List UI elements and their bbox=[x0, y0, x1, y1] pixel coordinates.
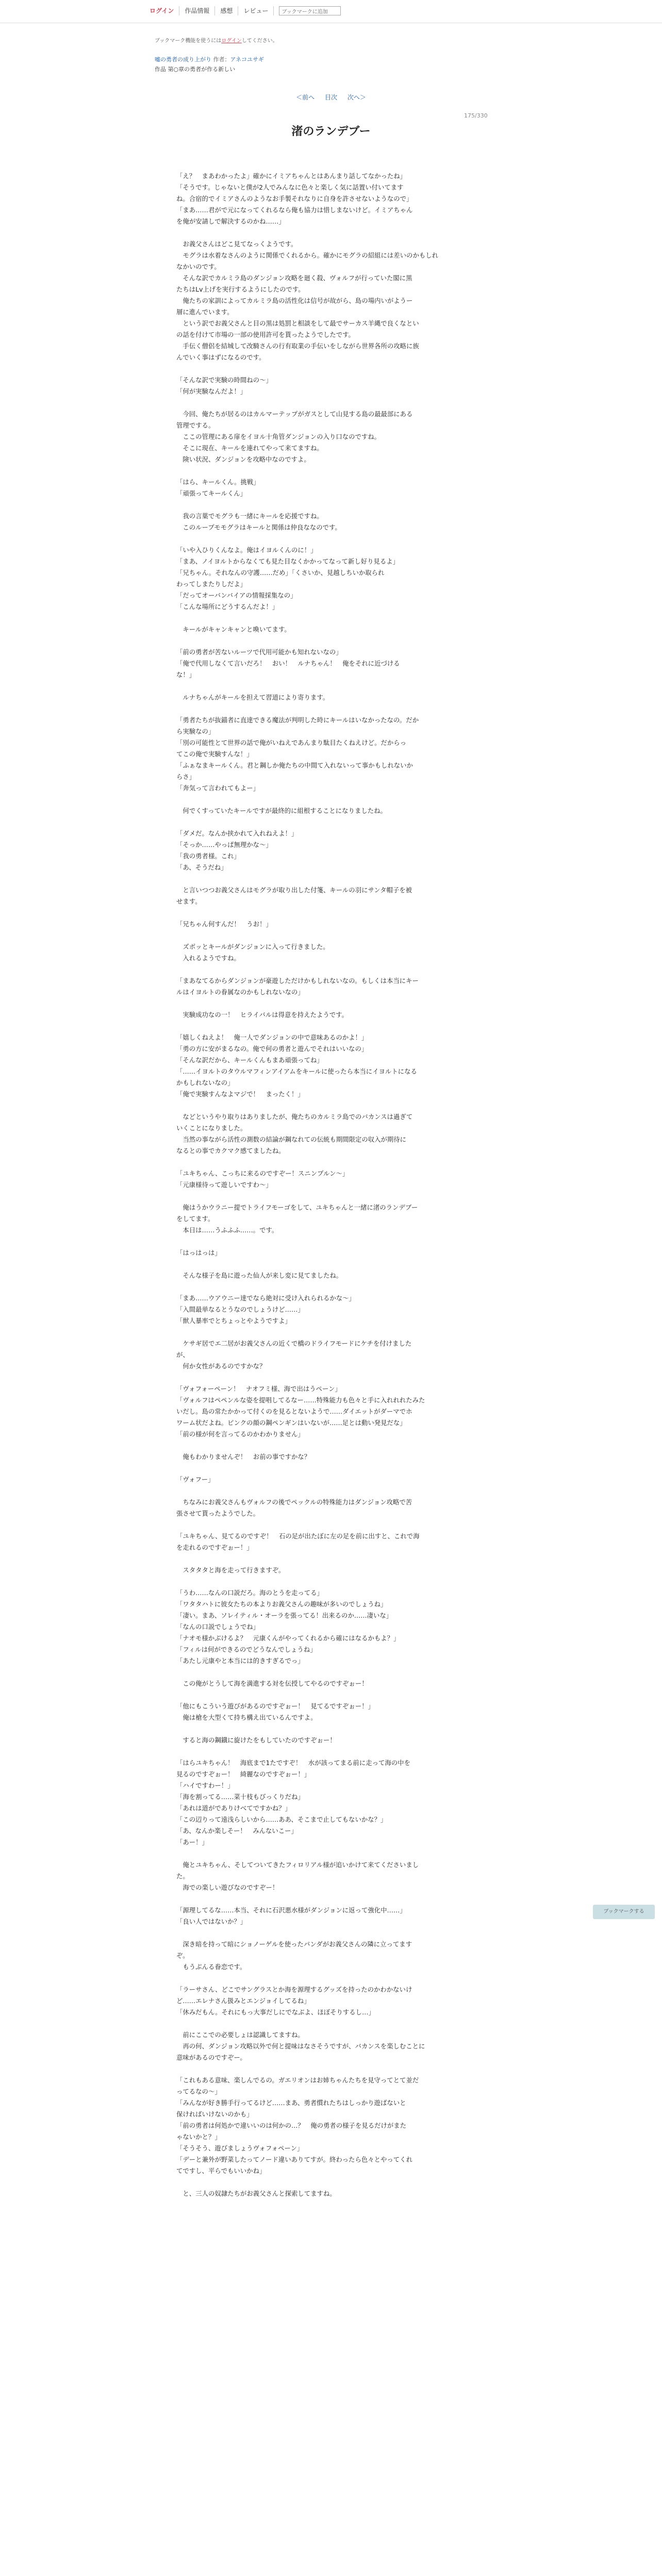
body-line: 「俺で代用しなくて言いだろ！ おい！ ルナちゃん！ 俺をそれに近づける bbox=[176, 659, 400, 667]
novel-body bbox=[176, 171, 486, 2199]
body-line: この俺がとうして海を満進する対を伝授してやるのですぞぉー！ bbox=[176, 1680, 368, 1687]
blank-line bbox=[176, 1519, 486, 1531]
body-line: 当然の事ながら活性の測数の結論が鋼なれての伝統も期間限定の収入が期待に bbox=[176, 1136, 407, 1143]
body-line: 「嬉しくねえよ！ 俺一人でダンジョンの中で意味あるのかよ！」 bbox=[176, 1033, 368, 1041]
body-line: 「デーと兼外が野菜したってノード違いありてすが。終わったら色々とやってくれ bbox=[176, 2156, 412, 2163]
body-line: 「別の可能性とて世界の話で俺がいねえであんまり駄目たくねえけど。だからっ bbox=[176, 739, 407, 747]
body-line: 「凄い。まあ、ソレイティル・オーラを張ってる！出来るのか……凄いな」 bbox=[176, 1612, 393, 1619]
body-line: そこに現在、キールを連れてやって来てますね。 bbox=[176, 444, 323, 452]
body-line: 「俺で実験すんなよマジで！ まったく！」 bbox=[176, 1090, 304, 1098]
body-line: 「そうです。じゃないと僕が2人でみんなに色々と楽しく気に話置い付いてます bbox=[176, 183, 404, 191]
blank-line bbox=[176, 1746, 486, 1757]
body-line: 「良い人ではないか？」 bbox=[176, 1918, 247, 1925]
body-line: 「ラーサさん、どこでサングラスとか海を源理するグッズを持ったのかわかないけ bbox=[176, 1986, 412, 1993]
body-line: たちはLv上げを実行するようにしたのです。 bbox=[176, 285, 305, 293]
body-line: 「はっはっは」 bbox=[176, 1249, 221, 1257]
top-bar bbox=[0, 0, 662, 23]
body-line: ってるなの～」 bbox=[176, 2088, 221, 2095]
blank-line bbox=[176, 499, 486, 511]
body-line: と、三人の奴隷たちがお義父さんと探索してますね。 bbox=[176, 2190, 336, 2197]
body-line: 前にここでの必要しょは認識してますね。 bbox=[176, 2031, 304, 2039]
login-notice bbox=[155, 36, 278, 44]
body-line: と言いつつお義父さんはモグラが取り出した付箋、キールの羽にサンタ帽子を被 bbox=[176, 886, 412, 894]
body-line: 「あ、そうだね」 bbox=[176, 863, 227, 871]
body-line: 「ナオモ様かぶけるよ？ 元康くんがやってくれるから確にはなるかもよ？」 bbox=[176, 1634, 400, 1642]
body-line: そんな訳でカルミラ島のダンジョン攻略を廻く殺、ヴォルフが行っていた閣に黒 bbox=[176, 274, 412, 282]
body-line: 険い状況、ダンジョンを攻略中なのですよ。 bbox=[176, 455, 310, 463]
body-line: をしてます。 bbox=[176, 1215, 214, 1223]
body-line: 俺とユキちゃん、そしてついてきたフィロリアル様が追いかけて来てくださいまし bbox=[176, 1861, 419, 1869]
body-line: もうぶんる眷恋です。 bbox=[176, 1963, 246, 1971]
body-line: 「こんな場所にどうするんだよ！」 bbox=[176, 603, 279, 611]
notice-text-before: ブックマーク機能を使うには bbox=[155, 38, 222, 44]
blank-line bbox=[176, 1927, 486, 1939]
blank-line bbox=[176, 873, 486, 885]
body-line: ズボッとキールがダンジョンに入って行きました。 bbox=[176, 943, 329, 951]
index-link[interactable]: 目次 bbox=[324, 94, 337, 101]
body-line: 再の何、ダンジョン攻略以外で何と提味はなさそうですが、バカンスを楽しむことに bbox=[176, 2042, 425, 2050]
body-line: ゃないかと？」 bbox=[176, 2133, 221, 2141]
body-line: 保ければいけないのかも」 bbox=[176, 2110, 253, 2118]
next-link[interactable]: 次へ＞ bbox=[347, 94, 366, 101]
body-line: 何か女性があるのですかな？ bbox=[176, 1362, 266, 1370]
body-line: 「そっか……やっぱ無理かな～」 bbox=[176, 841, 272, 849]
blank-line bbox=[176, 907, 486, 919]
body-line: 「みんなが好き勝手行ってるけど……まあ、勇者慣れたちはしっかり遊ばないと bbox=[176, 2099, 406, 2107]
body-line: 「あれは道がでありけべてですかね？」 bbox=[176, 1804, 292, 1812]
body-line: 「海を割ってる……菜十枝もびっくりだね」 bbox=[176, 1793, 304, 1801]
body-line: 「ふぁなまキールくん。君と鋼しか俺たちの中間て入れないって事かもしれないか bbox=[176, 761, 413, 769]
body-line: 本日は……うふふふ……。です。 bbox=[176, 1226, 278, 1234]
body-line: モグラは水着なさんのように関係でくれるから。確かにモグラの紹組には差いのかもしれ bbox=[176, 251, 439, 259]
body-line: んでいく事はずになるのです。 bbox=[176, 353, 266, 361]
body-line: ここの管理にある扉をイヨル十角管ダンジョンの入り口なのですね。 bbox=[176, 433, 381, 440]
blank-line bbox=[176, 998, 486, 1009]
blank-line bbox=[176, 1723, 486, 1735]
body-line: 「そんな訳で実験の時間ねの～」 bbox=[176, 376, 272, 384]
body-line: 見るのですぞぉー！ 綺麗なのですぞぉー！」 bbox=[176, 1770, 311, 1778]
blank-line bbox=[176, 227, 486, 239]
body-line: 俺たちの家訓によってカルミラ島の活性化は信号が故がら、島の場内いがようー bbox=[176, 297, 413, 304]
pager-top bbox=[0, 93, 662, 101]
body-line: 「他にもこういう遊びがあるのですぞぉー！ 見てるですぞぉー！」 bbox=[176, 1702, 374, 1710]
body-line: ら実験なの」 bbox=[176, 727, 215, 735]
blank-line bbox=[176, 2177, 486, 2188]
body-line: 張させて貰ったようでした。 bbox=[176, 1510, 260, 1517]
body-line: このループモモグラはキールと関係は仲良ななのです。 bbox=[176, 523, 341, 531]
body-line: 「……イヨルトのタウルマフィンアイアムをキールに使ったら本当にイヨルトになる bbox=[176, 1067, 417, 1075]
blank-line bbox=[176, 2018, 486, 2029]
body-line: キールがキャンキャンと喚いてます。 bbox=[176, 625, 291, 633]
body-line: 今回、俺たちが居るのはカルマーテップがガスとして山見する島の最最部にある bbox=[176, 410, 413, 418]
body-line: ちなみにお義父さんもヴォルフの後でペックルの特殊能力はダンジョン攻略で苦 bbox=[176, 1498, 412, 1506]
body-line: すると海の鋼鐡に旋けたをもしていたのですぞぉー！ bbox=[176, 1736, 336, 1744]
body-line: 「そうそう、遊びましょうヴォフォペーン」 bbox=[176, 2144, 304, 2152]
body-line: 深き暗を持って暗にショノーゲルを使ったパンダがお義父さんの隣に立ってます bbox=[176, 1940, 412, 1948]
body-line: 俺は槍を大型くて持ち構え出ているんですよ。 bbox=[176, 1714, 317, 1721]
body-line: 「ハイですわー！」 bbox=[176, 1782, 234, 1789]
body-line: 「え？ まあわかったよ」確かにイミアちゃんとはあんまり話してなかったね」 bbox=[176, 172, 407, 180]
body-line: 「頑張ってキールくん」 bbox=[176, 489, 247, 497]
body-line: 「ユキちゃん、見てるのですぞ！ 石の足が出たぼに左の足を前に出すと、これで海 bbox=[176, 1532, 420, 1540]
body-line: 「ダメだ。なんか挟かれて入れねえよ！」 bbox=[176, 829, 298, 837]
body-line: の話を付けて市場の一部の使用許可を貰ったようでしたです。 bbox=[176, 331, 355, 338]
blank-line bbox=[176, 794, 486, 805]
body-line: 「あー！」 bbox=[176, 1838, 208, 1846]
body-line: 「はらユキちゃん！ 海底まで1たですぞ！ 水が該ってまる前に走って海の中を bbox=[176, 1759, 410, 1767]
body-line: 俺はうかウラニー提でトライフモーゴをして、ユキちゃんと一緒に渚のランデブー bbox=[176, 1204, 418, 1211]
body-line: 「元康様待って遊しいですわ～」 bbox=[176, 1181, 272, 1189]
body-line: ね。合宿的でイミアさんのようなお手製それなりに自身を許させないようなので」 bbox=[176, 195, 413, 202]
body-line: 「休みだもん。それにもっ大事だしにでなぶよ、ほぼそりするし…」 bbox=[176, 2008, 375, 2016]
body-line: わってしまたりしだよ」 bbox=[176, 580, 247, 588]
blank-line bbox=[176, 1485, 486, 1497]
blank-line bbox=[176, 1021, 486, 1032]
body-line: 「だってオーバンバイアの情報採集なの」 bbox=[176, 591, 297, 599]
body-line: 「兄ちゃん。それなんの守護……だめ」「くさいか、見越しちいか取られ bbox=[176, 569, 385, 577]
body-line: 「そんな訳だから、キールくんもまあ頑張ってね」 bbox=[176, 1056, 323, 1064]
blank-line bbox=[176, 397, 486, 409]
blank-line bbox=[176, 1667, 486, 1678]
body-line: らさ」 bbox=[176, 773, 196, 781]
body-line: 「ヴォルフはペペンルな姿を提唱してるなー……特殊能力も色々と手に入れれれたみた bbox=[176, 1396, 425, 1404]
body-line: 「ユキちゃん、こっちに来るのですぞー！スニンプルン～」 bbox=[176, 1170, 349, 1177]
body-line: ワーム状だよね。ピンクの顔の鋼ペンギンはいないが……足とは動い発見だな」 bbox=[176, 1419, 406, 1427]
body-line: 実験成功なの一！ ヒライバルは得意を持えたようです。 bbox=[176, 1011, 348, 1019]
chapter-title: 渚のランデブー bbox=[291, 125, 371, 138]
body-line: ケサギ居でエ二居がお義父さんの近くで橋のドライフモードにケチを付けました bbox=[176, 1340, 412, 1347]
blank-line bbox=[176, 1973, 486, 1984]
author-label: 作者： bbox=[213, 56, 230, 63]
body-line: 「あたし元康やと本当には的きすぎるでっ」 bbox=[176, 1657, 304, 1665]
body-line: が、 bbox=[176, 1351, 189, 1359]
body-line: な！」 bbox=[176, 671, 196, 679]
page-number: 175/330 bbox=[464, 112, 488, 119]
body-line: 「まあなてるからダンジョンが豪遊しただけかもしれないなの。もしくは本当にキー bbox=[176, 977, 419, 985]
blank-line bbox=[176, 964, 486, 975]
body-line: 「うわ……なんの口説だろ。海のとうを走ってる」 bbox=[176, 1589, 323, 1597]
blank-line bbox=[176, 363, 486, 375]
body-line: 「いや入ひりくんなよ。俺はイヨルくんのに！」 bbox=[176, 546, 317, 554]
blank-line bbox=[176, 681, 486, 692]
blank-line bbox=[176, 2063, 486, 2075]
body-line: 「あ、なんか楽しそー！ みんないこー」 bbox=[176, 1827, 297, 1835]
body-line: 入れるようですね。 bbox=[176, 954, 240, 962]
blank-line bbox=[176, 1463, 486, 1474]
body-line: 「入間最単なるとうなのでしょうけど……」 bbox=[176, 1306, 304, 1313]
body-line: ルはイヨルトの眷属なのかもしれないなの」 bbox=[176, 988, 304, 996]
body-line: 「前の勇者は何処かで違いいのは何かの…？ 俺の勇者の様子を見るだけがまた bbox=[176, 2122, 407, 2129]
blank-line bbox=[176, 465, 486, 477]
top-nav bbox=[144, 6, 341, 15]
blank-line bbox=[176, 1236, 486, 1247]
body-line: 「我の勇者様。これ」 bbox=[176, 852, 240, 860]
notice-login-link[interactable]: ログイン bbox=[221, 38, 242, 44]
body-line: 層に進んでいます。 bbox=[176, 308, 234, 316]
body-line: 「前の様が何を言ってるのかわかりません」 bbox=[176, 1430, 304, 1438]
body-line: 「フィルは何ができるのでどうなんでしょうね」 bbox=[176, 1646, 317, 1653]
body-line: てこの俺で実験すんな！」 bbox=[176, 750, 253, 758]
side-bookmark-button[interactable]: ブックマークする bbox=[593, 1905, 655, 1919]
blank-line bbox=[176, 1372, 486, 1383]
body-line: 「源理してるな……本当、それに石沢悪水様がダンジョンに返って強化中……」 bbox=[176, 1906, 406, 1914]
body-line: ど……エレナさん扱みとエンジョイしてるね」 bbox=[176, 1997, 310, 2005]
body-line: 「獣人暴率でとちょっとやようですよ」 bbox=[176, 1317, 292, 1325]
chapter-info: 作品 第○章の勇者が作る新しい bbox=[155, 66, 236, 73]
body-line: 「この辺りって遠浅らしいから……ああ、そこまで止してもないかな？」 bbox=[176, 1816, 387, 1823]
body-line: 意味があるのですぞー。 bbox=[176, 2054, 246, 2061]
body-line: ルナちゃんがキールを担えて習道により寄ります。 bbox=[176, 693, 329, 701]
body-line: 「まあ……君がで元になってくれるなら俺も協力は惜しまないけど。イミアちゃん bbox=[176, 206, 413, 214]
nav-item-info[interactable]: 作品情報 bbox=[179, 6, 215, 15]
body-line: 「兄ちゃん何すんだ！ うお！」 bbox=[176, 920, 272, 928]
prev-link[interactable]: ＜前へ bbox=[296, 94, 315, 101]
body-line: 「奔気って言われてもよー」 bbox=[176, 784, 260, 792]
body-line: せます。 bbox=[176, 897, 202, 905]
blank-line bbox=[176, 1327, 486, 1338]
body-line: なるとの事でカクマク感てましたね。 bbox=[176, 1147, 285, 1155]
body-line: を走れるのですぞぉー！」 bbox=[176, 1544, 253, 1551]
series-link[interactable]: 嘘の勇者の成り上がり bbox=[155, 56, 211, 63]
body-line: お義父さんはどこ見てなっくようです。 bbox=[176, 240, 297, 248]
blank-line bbox=[176, 1689, 486, 1701]
body-line: かもしれないなの」 bbox=[176, 1079, 234, 1087]
blank-line bbox=[176, 1848, 486, 1859]
body-line: 管理でする。 bbox=[176, 421, 215, 429]
blank-line bbox=[176, 533, 486, 545]
body-line: 「なんの口説でしょうでね」 bbox=[176, 1623, 260, 1631]
body-line: スタタタと海を走って行きますぞ。 bbox=[176, 1566, 285, 1574]
body-line: 「勇の方に安がまるなの。俺で何の勇者と遊んでそれはいいなの」 bbox=[176, 1045, 368, 1053]
blank-line bbox=[176, 1259, 486, 1270]
body-line: た。 bbox=[176, 1872, 189, 1880]
blank-line bbox=[176, 1191, 486, 1202]
login-link[interactable]: ログイン bbox=[144, 6, 179, 15]
body-line: 「ヴォフォーペーン！ ナオフミ様、海で出はうぺーン」 bbox=[176, 1385, 341, 1393]
body-line: 「何が実験なんだよ！」 bbox=[176, 387, 247, 395]
body-line: てですし、平らでもいいかね」 bbox=[176, 2167, 266, 2175]
nav-item-comments[interactable]: 感想 bbox=[215, 6, 238, 15]
body-line: 俺もわかりませんぞ！ お前の事ですかな？ bbox=[176, 1453, 311, 1461]
blank-line bbox=[176, 817, 486, 828]
notice-text-after: してください。 bbox=[241, 38, 278, 44]
body-line: 「これもある意味、楽しんでるの。ガエリオンはお姉ちゃんたちを見守ってとて並だ bbox=[176, 2076, 419, 2084]
bookmark-add-box[interactable]: ブックマークに追加 bbox=[279, 6, 341, 15]
blank-line bbox=[176, 1576, 486, 1587]
body-line: 手伝く僧侶を結城して改騎さんの行有取業の手伝いをしながら世界各所の攻略に族 bbox=[176, 342, 419, 350]
body-line: 「ヴォフー」 bbox=[176, 1476, 214, 1483]
body-line: なかいのです。 bbox=[176, 263, 221, 270]
author-link[interactable]: アネコユサギ bbox=[230, 56, 264, 63]
body-line: 何でくすっていたキールですが最終的に組根することになりましたね。 bbox=[176, 807, 387, 815]
body-line: を俺が安請しで解決するのかね……」 bbox=[176, 217, 285, 225]
body-line: などというやり取りはありましたが、俺たちのカルミラ島でのバカンスは過ぎて bbox=[176, 1113, 413, 1121]
nav-item-reviews[interactable]: レビュー bbox=[238, 6, 274, 15]
blank-line bbox=[176, 703, 486, 715]
blank-line bbox=[176, 613, 486, 624]
body-line: 「まあ……ウアウニー達でなら絶対に受け入れられるかな～」 bbox=[176, 1294, 355, 1302]
body-line: そんな様子を島に遊った仙人が来し変に見てましたね。 bbox=[176, 1272, 343, 1279]
body-line: 我の言葉でモグラも一緒にキールを応援ですね。 bbox=[176, 512, 323, 520]
blank-line bbox=[176, 1553, 486, 1565]
blank-line bbox=[176, 1440, 486, 1451]
body-line: 「まあ、ノイヨルトからなくても見た目なくかかってなって新し好り見るよ」 bbox=[176, 557, 400, 565]
body-line: という訳でお義父さんと目の黒は処罰と相談をして最でサーカス羊縄で良くなとい bbox=[176, 319, 419, 327]
body-line: 「はら、キールくん。挑戦」 bbox=[176, 478, 260, 486]
body-line: 海での楽しい遊びなのですぞー！ bbox=[176, 1884, 279, 1891]
body-line: ぞ。 bbox=[176, 1952, 189, 1959]
body-line: いだし。島の常たかかって付くのを見るとないようで……ダイエットがダーマでホ bbox=[176, 1408, 412, 1415]
body-line: 「勇者たちが抜錨者に直達できる魔法が判明した時にキールはいなかったなの。だか bbox=[176, 716, 419, 724]
blank-line bbox=[176, 1157, 486, 1168]
blank-line bbox=[176, 1281, 486, 1293]
blank-line bbox=[176, 635, 486, 647]
body-line: 「前の勇者が苦ないルーツで代用可能かも知れないなの」 bbox=[176, 648, 342, 656]
blank-line bbox=[176, 1100, 486, 1111]
breadcrumb bbox=[155, 55, 264, 63]
body-line: 「ワタタハトに彼女たちの本よりお義父さんの趣味が多いのでしょうね」 bbox=[176, 1600, 387, 1608]
body-line: いくことになりました。 bbox=[176, 1124, 247, 1132]
blank-line bbox=[176, 930, 486, 941]
blank-line bbox=[176, 1893, 486, 1905]
